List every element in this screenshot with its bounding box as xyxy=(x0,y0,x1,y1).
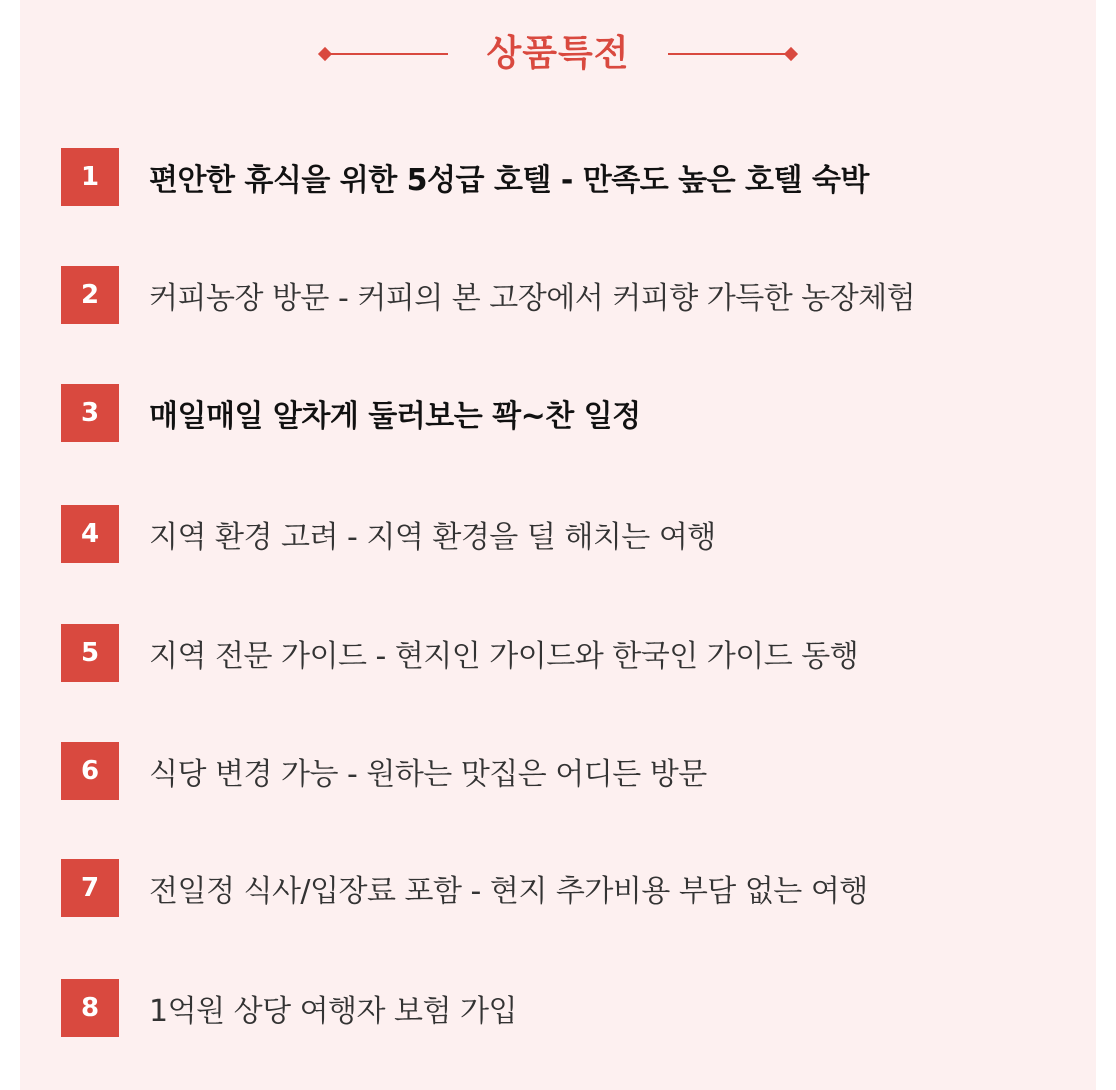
item-number-badge: 1 xyxy=(61,148,119,206)
item-number-badge: 3 xyxy=(61,384,119,442)
item-number-badge: 5 xyxy=(61,624,119,682)
item-text: 식당 변경 가능 - 원하는 맛집은 어디든 방문 xyxy=(149,757,707,792)
right-diamond-line-icon xyxy=(668,46,796,62)
list-item xyxy=(61,859,1061,917)
list-item xyxy=(61,266,1061,324)
item-text: 전일정 식사/입장료 포함 - 현지 추가비용 부담 없는 여행 xyxy=(149,874,868,909)
section-title: 상품특전 xyxy=(486,33,630,74)
item-text: 매일매일 알차게 둘러보는 꽉~찬 일정 xyxy=(149,399,641,434)
list-item xyxy=(61,979,1061,1037)
item-text: 커피농장 방문 - 커피의 본 고장에서 커피향 가득한 농장체험 xyxy=(149,281,916,316)
list-item xyxy=(61,384,1061,442)
section-header xyxy=(20,22,1096,86)
list-item xyxy=(61,505,1061,563)
item-number-badge: 8 xyxy=(61,979,119,1037)
item-number-badge: 7 xyxy=(61,859,119,917)
item-text: 1억원 상당 여행자 보험 가입 xyxy=(149,994,518,1029)
item-number-badge: 4 xyxy=(61,505,119,563)
list-item xyxy=(61,148,1061,206)
benefits-panel xyxy=(20,0,1096,1090)
list-item xyxy=(61,742,1061,800)
item-number-badge: 2 xyxy=(61,266,119,324)
item-text: 편안한 휴식을 위한 5성급 호텔 - 만족도 높은 호텔 숙박 xyxy=(149,163,869,198)
item-number-badge: 6 xyxy=(61,742,119,800)
item-text: 지역 환경 고려 - 지역 환경을 덜 해치는 여행 xyxy=(149,520,716,555)
list-item xyxy=(61,624,1061,682)
left-diamond-line-icon xyxy=(320,46,448,62)
item-text: 지역 전문 가이드 - 현지인 가이드와 한국인 가이드 동행 xyxy=(149,639,859,674)
